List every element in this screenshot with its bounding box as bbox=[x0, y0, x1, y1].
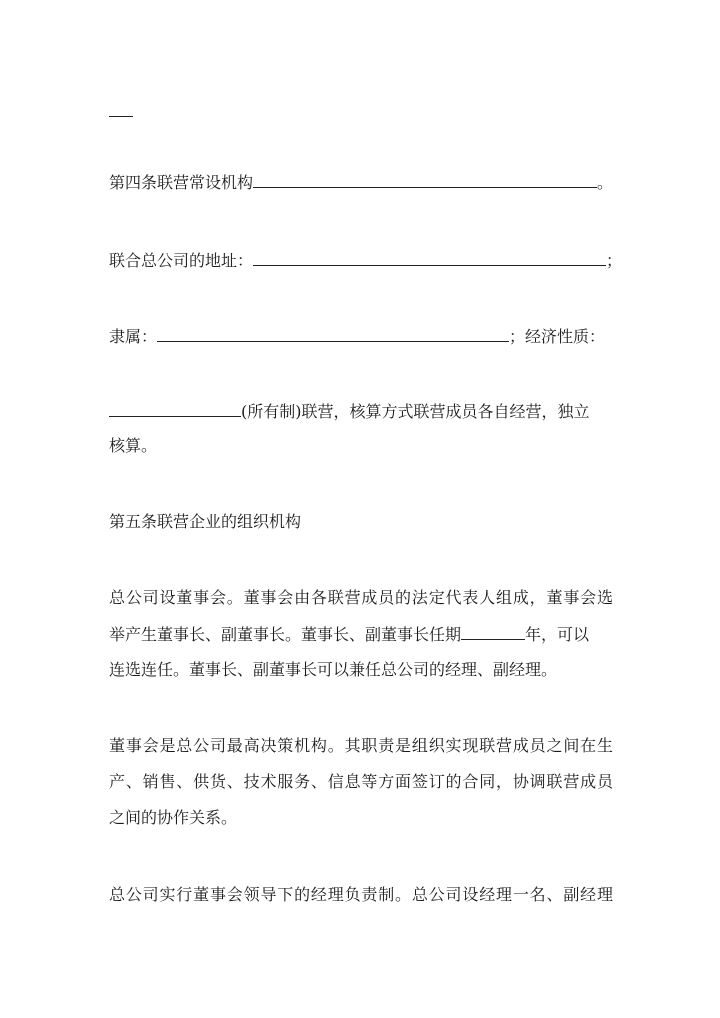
term-blank bbox=[461, 624, 525, 640]
p1-line2 bbox=[109, 624, 613, 645]
article5-heading: 第五条联营企业的组织机构 bbox=[109, 512, 302, 531]
ownership-cont-line bbox=[109, 436, 613, 456]
ownership-text: (所有制)联营，核算方式联营成员各自经营，独立 bbox=[241, 402, 590, 421]
p3-line1: 总公司实行董事会领导下的经理负责制。总公司设经理一名、副经理 bbox=[109, 885, 613, 904]
p1-line2-a: 举产生董事长、副董事长。董事长、副董事长任期 bbox=[109, 625, 462, 644]
address-label: 联合总公司的地址： bbox=[109, 251, 254, 270]
ownership-cont: 核算。 bbox=[109, 436, 158, 455]
p1-line3: 连选连任。董事长、副董事长可以兼任总公司的经理、副经理。 bbox=[109, 660, 558, 679]
ownership-blank bbox=[109, 401, 241, 417]
address-line bbox=[109, 250, 623, 271]
article4-heading: 第四条联营常设机构 bbox=[109, 173, 254, 192]
p1-line2-b: 年，可以 bbox=[525, 625, 590, 644]
article4-blank bbox=[253, 172, 597, 188]
article4-heading-end: 。 bbox=[597, 173, 614, 192]
top-rule bbox=[109, 116, 133, 117]
subordination-blank bbox=[157, 326, 509, 342]
article5-heading-line bbox=[109, 512, 613, 532]
subordination-label: 隶属： bbox=[109, 327, 158, 346]
p2-line1: 董事会是总公司最高决策机构。其职责是组织实现联营成员之间在生 bbox=[109, 736, 613, 755]
p2-line3: 之间的协作关系。 bbox=[109, 808, 238, 827]
p1-line1: 总公司设董事会。董事会由各联营成员的法定代表人组成，董事会选 bbox=[109, 588, 613, 607]
address-end: ； bbox=[606, 251, 623, 270]
article4-heading-line bbox=[109, 172, 613, 193]
subordination-line bbox=[109, 326, 613, 347]
p2-line2: 产、销售、供货、技术服务、信息等方面签订的合同，协调联营成员 bbox=[109, 772, 613, 791]
address-blank bbox=[253, 250, 606, 266]
ownership-line bbox=[109, 401, 613, 422]
economic-nature-label: ；经济性质： bbox=[509, 327, 606, 346]
